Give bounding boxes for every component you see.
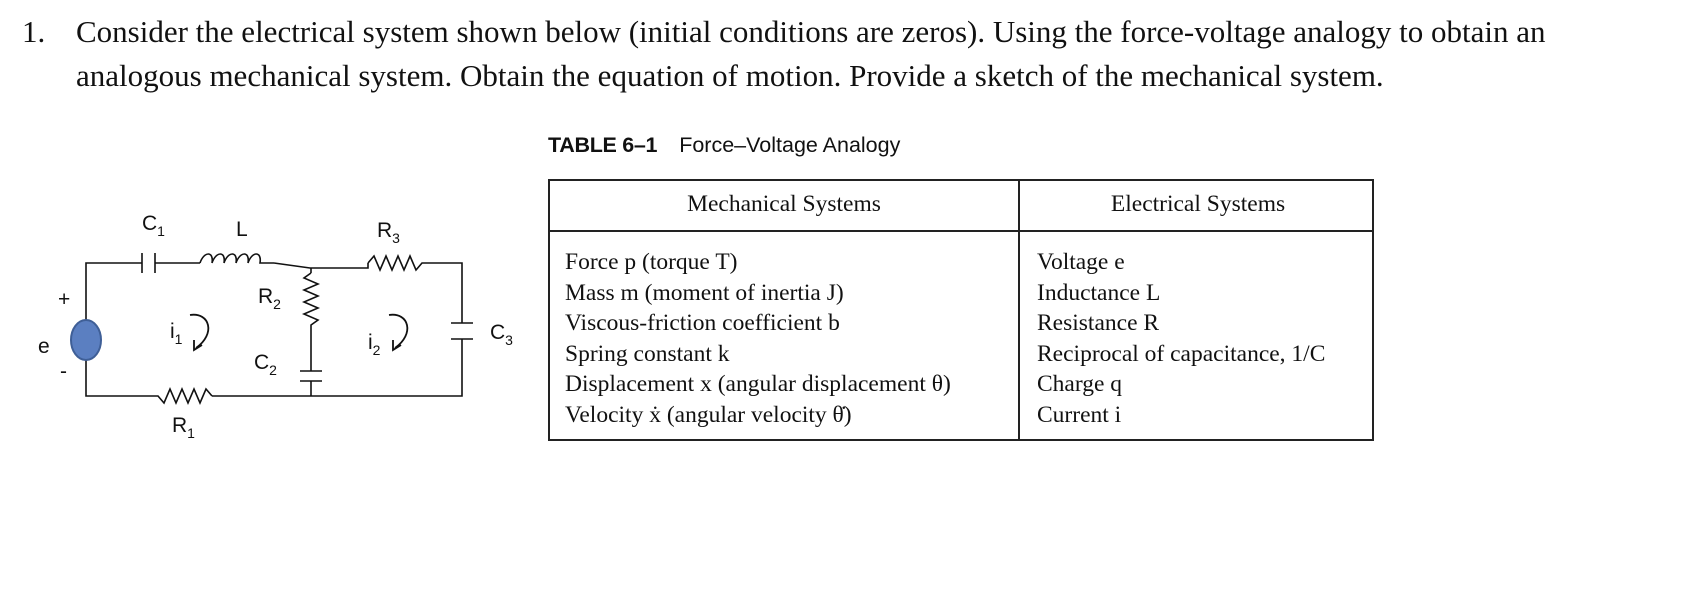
c2-label: $C_2$: [254, 351, 277, 378]
source-label: e: [38, 335, 50, 358]
c1-label: $C_1$: [142, 212, 165, 239]
resistor-r2: [304, 273, 318, 371]
header-divider: [550, 230, 1372, 232]
table-cell: Viscous-friction coefficient b: [565, 310, 840, 336]
table-number: TABLE 6–1: [548, 133, 658, 157]
table-cell: Current i: [1037, 401, 1122, 428]
capacitor-c1: [142, 253, 155, 273]
table-cell: Velocity ẋ (angular velocity θ̇): [565, 401, 852, 428]
capacitor-c3: [451, 323, 473, 339]
source-plus-label: +: [58, 288, 71, 311]
header-electrical: Electrical Systems: [1110, 191, 1286, 217]
table-title: [548, 133, 900, 158]
problem-number: 1.: [22, 14, 46, 49]
source-minus-label: -: [60, 360, 67, 383]
circuit-diagram: [0, 0, 560, 460]
bottom-wire: [86, 355, 311, 403]
r2-label: $R_2$: [258, 285, 281, 312]
table-cell: Voltage e: [1037, 249, 1125, 275]
resistor-r3: [368, 256, 460, 270]
voltage-source: [71, 320, 101, 360]
table-cell: Displacement x (angular displacement θ): [565, 371, 951, 397]
column-divider: [1018, 181, 1020, 439]
i1-label: $i_1$: [170, 320, 183, 347]
table-cell: Spring constant k: [565, 340, 730, 367]
electrical-column: [1037, 247, 1325, 430]
table-cell: Reciprocal of capacitance, 1/C: [1037, 340, 1326, 367]
header-mechanical: Mechanical Systems: [687, 191, 881, 217]
table-cell: Inductance L: [1037, 279, 1161, 306]
r1-label: $R_1$: [172, 414, 195, 441]
problem-text: Consider the electrical system shown below (initial conditions are zeros). Using the force-voltage analogy to obtain an analogous mechanical system. Obtain the equation of motion. Provide a sketch of the mechanical system.: [76, 14, 1546, 93]
table-cell: Mass m (moment of inertia J): [565, 279, 844, 306]
resistor-r1: [86, 355, 212, 403]
table-cell: Charge q: [1037, 371, 1123, 397]
middle-branch: [300, 268, 322, 396]
r3-label: $R_3$: [377, 219, 400, 246]
inductor-l: [200, 254, 274, 263]
loop-current-arrow-i2: [389, 315, 407, 348]
i2-label: $i_2$: [368, 331, 381, 358]
analogy-table: [548, 179, 1374, 441]
c3-label: $C_3$: [490, 321, 513, 348]
table-cell: Resistance R: [1037, 310, 1160, 336]
l-label: L: [236, 218, 248, 241]
i2-arrowhead: [393, 340, 401, 350]
i1-arrowhead: [194, 340, 202, 350]
table-cell: Force p (torque T): [565, 249, 738, 275]
mechanical-column: [565, 247, 951, 430]
table-name: Force–Voltage Analogy: [679, 133, 901, 157]
loop-current-arrow-i1: [190, 315, 208, 348]
